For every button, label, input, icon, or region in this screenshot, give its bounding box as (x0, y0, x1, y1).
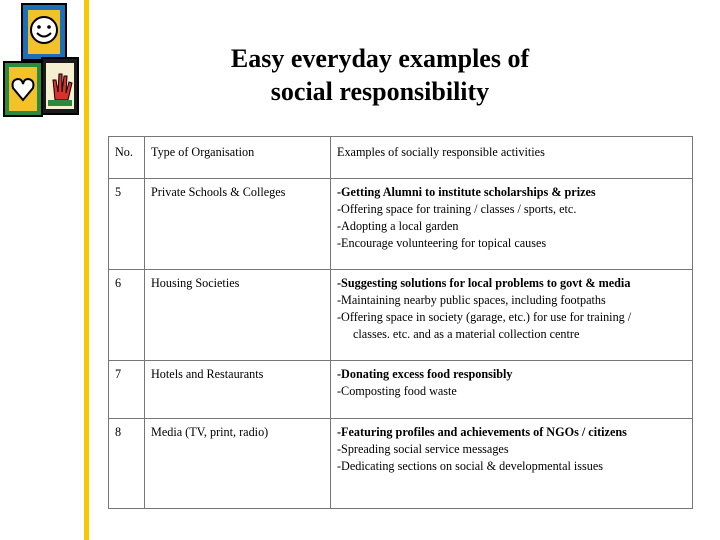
children-blocks-logo-icon (0, 0, 80, 120)
activity-item: -Encourage volunteering for topical causes (337, 236, 547, 250)
activity-item: -Getting Alumni to institute scholarships & prizes (337, 185, 596, 199)
row-type: Hotels and Restaurants (145, 361, 331, 419)
header-examples: Examples of socially responsible activities (331, 137, 693, 179)
table-header-row (109, 137, 693, 179)
header-type: Type of Organisation (145, 137, 331, 179)
accent-divider-line (84, 0, 89, 540)
row-type: Private Schools & Colleges (145, 179, 331, 270)
activity-item: -Spreading social service messages (337, 442, 509, 456)
activity-item: -Offering space in society (garage, etc.) for use for training / (337, 310, 632, 324)
row-activities (331, 270, 693, 361)
row-no: 5 (109, 179, 145, 270)
row-no: 6 (109, 270, 145, 361)
row-activities (331, 179, 693, 270)
row-activities (331, 361, 693, 419)
activity-item: -Donating excess food responsibly (337, 367, 513, 381)
activity-item: -Composting food waste (337, 384, 457, 398)
activity-item: -Dedicating sections on social & developmental issues (337, 459, 604, 473)
table-row (109, 419, 693, 509)
activity-item: classes. etc. and as a material collection centre (353, 327, 580, 341)
slide-title-line-1: Easy everyday examples of (230, 44, 530, 73)
activity-item: -Maintaining nearby public spaces, including footpaths (337, 293, 606, 307)
activity-item: -Featuring profiles and achievements of NGOs / citizens (337, 425, 627, 439)
activity-item: -Offering space for training / classes / sports, etc. (337, 202, 577, 216)
row-activities (331, 419, 693, 509)
slide-title-line-2: social responsibility (270, 77, 490, 106)
activity-item: -Adopting a local garden (337, 219, 459, 233)
table-row (109, 361, 693, 419)
row-no: 7 (109, 361, 145, 419)
activity-item: -Suggesting solutions for local problems to govt & media (337, 276, 631, 290)
row-type: Housing Societies (145, 270, 331, 361)
slide-title (130, 42, 630, 108)
table-row (109, 270, 693, 361)
row-no: 8 (109, 419, 145, 509)
examples-table (108, 136, 693, 509)
table-row (109, 179, 693, 270)
row-type: Media (TV, print, radio) (145, 419, 331, 509)
header-no: No. (109, 137, 145, 179)
